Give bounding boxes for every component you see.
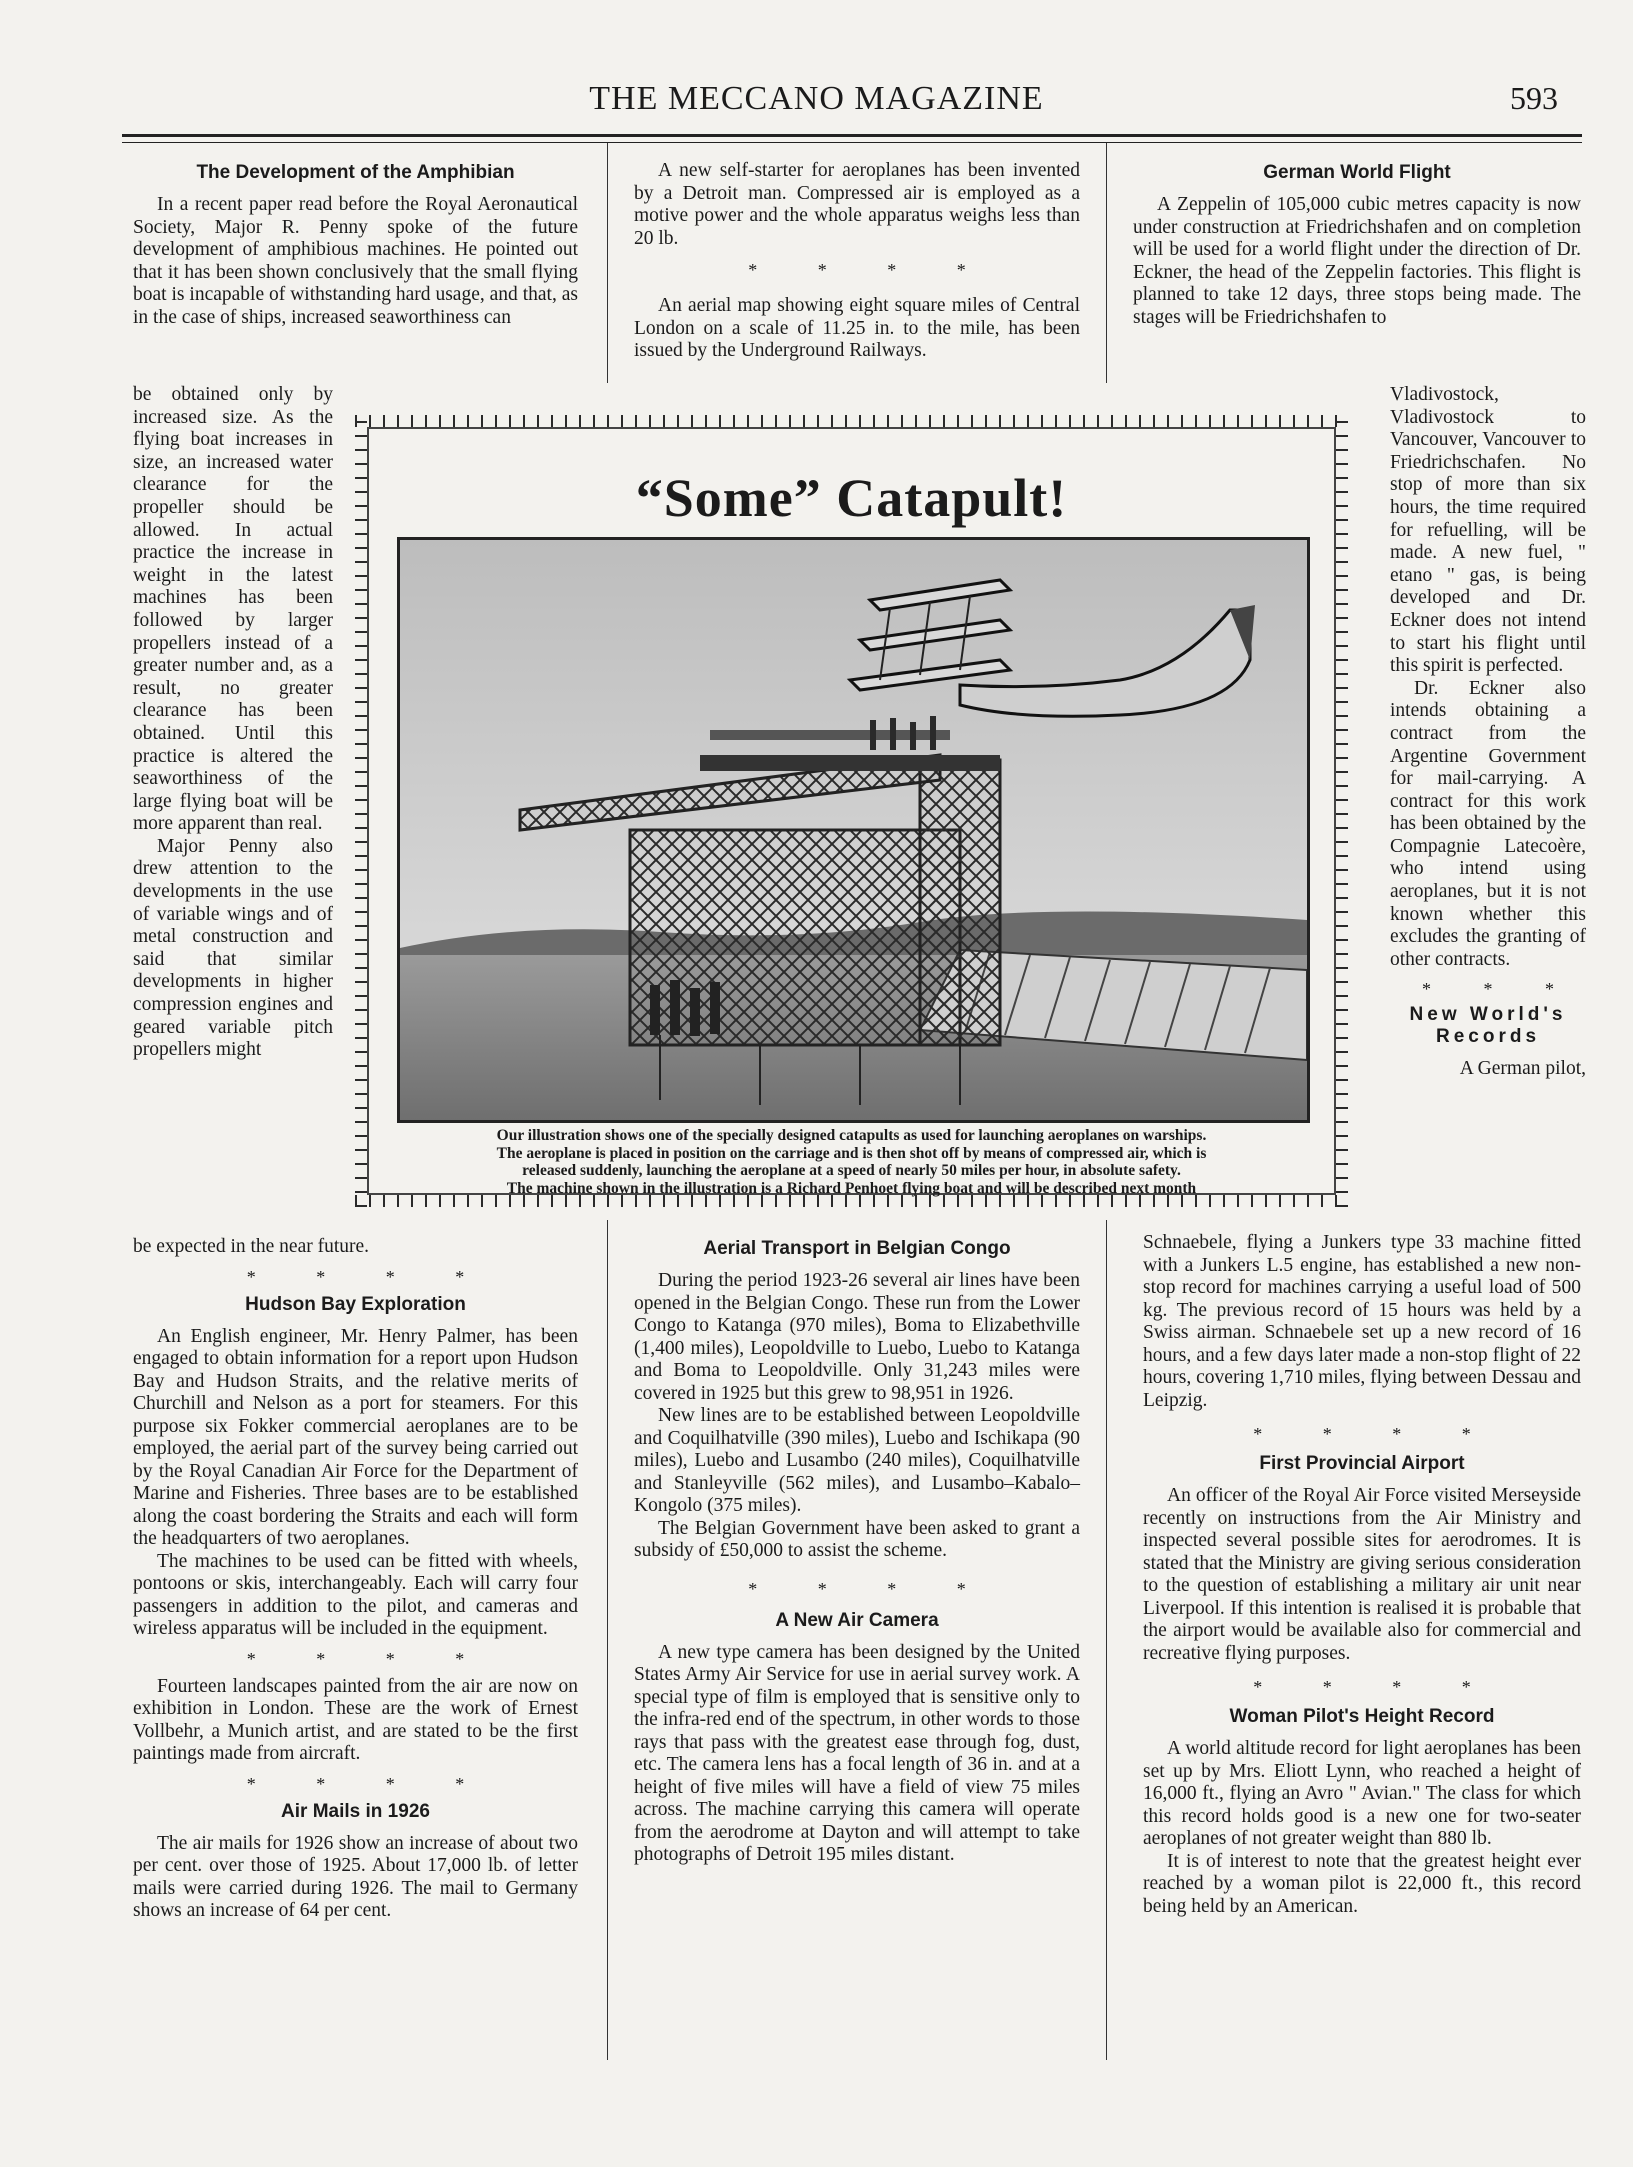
article-paragraph: Schnaebele, flying a Junkers type 33 machine fitted with a Junkers L.5 engine, has established a new non-stop record for machines carrying a useful load of 500 kg. The previous record of 15 hours was held by a Swiss airman. Schnaebele set up a new record of 16 hours, and a few days later made a non-stop flight of 22 hours, covering 1,710 miles, flying between Dessau and Leipzig. [1143,1232,1581,1411]
german-flight-continuation [1390,384,1586,1081]
catapult-photo-illustration [400,540,1307,1120]
article-paragraph: A German pilot, [1459,1058,1586,1080]
article-paragraph: Fourteen landscapes painted from the air are now on exhibition in London. These are the work of Ernest Vollbehr, a Munich artist, and are stated to be the first paintings made from aircraft. [133,1675,578,1764]
column-divider [607,1220,608,2060]
feature-title: “Some” Catapult! [635,468,1068,528]
german-flight-article [1133,160,1581,329]
column-divider [1106,1220,1107,2060]
caption-line: Our illustration shows one of the specially designed catapults as used for launching aeroplanes on warships. [496,1127,1207,1144]
section-separator: * * * * [1253,1677,1499,1697]
column-1-lower [133,1236,578,1923]
column-divider [1106,143,1107,383]
article-paragraph: Vladivostock, Vladivostock to Vancouver, Vancouver to Friedrichschafen. No stop of more than six hours, the time required for refuelling, will be made. A new fuel, " etano " gas, is being developed and Dr. Eckner does not intend to start his flight until this spirit is perfected. [1390,384,1586,677]
section-separator: * * * * [246,1266,493,1287]
page-number: 593 [1510,80,1558,116]
article-paragraph: be obtained only by increased size. As the flying boat increases in size, an increased water clearance for the propeller should be allowed. In actual practice the increase in weight in the latest machines has been followed by larger propellers instead of a greater number and, as a result, no greater clearance has been obtained. Until this practice is altered the seaworthiness of the large flying boat will be more apparent than real. [133,384,333,835]
section-separator: * * * [1422,979,1578,1000]
amphibian-article [133,160,578,329]
header-rule [122,134,1582,143]
magazine-title: THE MECCANO MAGAZINE [589,80,1044,117]
amphibian-continuation [133,384,333,1062]
article-paragraph: An English engineer, Mr. Henry Palmer, has been engaged to obtain information for a report upon Hudson Bay and Hudson Straits, and the relative merits of Churchill and Nelson as a port for steamers. For this purpose six Fokker commercial aeroplanes are to be employed, the aerial part of the survey being carried out by the Royal Canadian Air Force for the Department of Marine and Fisheries. Three bases are to be established along the coast bordering the Straits and each will form the headquarters of two aeroplanes. [133,1325,578,1549]
article-paragraph: It is of interest to note that the greatest height ever reached by a woman pilot is 22,000 ft., this record being held by an American. [1143,1850,1581,1917]
section-separator: * * * * [246,1773,493,1794]
article-heading: The Development of the Amphibian [196,162,515,183]
column-2-top [634,160,1080,363]
section-separator: * * * * [748,1578,994,1599]
article-heading: Air Mails in 1926 [281,1800,430,1822]
catapult-feature-box [355,415,1348,1207]
article-heading: Woman Pilot's Height Record [1229,1706,1495,1727]
article-heading: German World Flight [1263,162,1451,183]
article-paragraph: New lines are to be established between Leopoldville and Coquilhatville (390 miles), Luebo and Ischikapa (90 miles), Luebo and Lusambo (240 miles), Coquilhatville and Stanleyville (562 miles), and Lusambo–Kabalo–Kongolo (375 miles). [634,1405,1080,1516]
caption-line: The aeroplane is placed in position on the carriage and is then shot off by means of compressed air, which is [496,1144,1207,1162]
article-paragraph: The air mails for 1926 show an increase of about two per cent. over those of 1925. About 17,000 lb. of letter mails were carried during 1926. The mail to Germany shows an increase of 64 per cent. [133,1832,578,1921]
section-separator: * * * * [1253,1424,1499,1444]
article-paragraph: Major Penny also drew attention to the developments in the use of variable wings and of metal construction and said that similar developments in higher compression engines and geared variable pitch propellers might [133,835,333,1061]
article-paragraph: A new self-starter for aeroplanes has been invented by a Detroit man. Compressed air is employed as a motive power and the whole apparatus weighs less than 20 lb. [634,160,1080,249]
article-paragraph: A Zeppelin of 105,000 cubic metres capacity is now under construction at Friedrichshafen and on completion will be used for a world flight under the direction of Dr. Eckner, the head of the Zeppelin factories. This flight is planned to take 12 days, three stops being made. The stages will be Friedrichshafen to [1133,194,1581,328]
article-paragraph: be expected in the near future. [133,1236,370,1257]
article-paragraph: During the period 1923-26 several air lines have been opened in the Belgian Congo. These run from the Lower Congo to Katanga (970 miles), Boma to Elizabethville (1,400 miles), Leopoldville to Luebo, Luebo to Katanga and Boma to Leopoldville. Only 31,243 miles were covered in 1925 but this grew to 98,951 in 1926. [634,1270,1080,1404]
article-heading: Aerial Transport in Belgian Congo [703,1238,1011,1259]
article-heading: A New Air Camera [775,1609,939,1631]
column-2-lower [634,1236,1080,1867]
article-paragraph: The machines to be used can be fitted with wheels, pontoons or skis, interchangeably. Each will carry four passengers in addition to the pilot, and cameras and wireless apparatus will be included in the equipment. [133,1550,578,1639]
column-divider [607,143,608,383]
article-heading: First Provincial Airport [1259,1453,1465,1474]
article-paragraph: A new type camera has been designed by the United States Army Air Service for use in aerial survey work. A special type of film is employed that is sensitive only to the infra-red end of the spectrum, in other words to those rays that pass with the greatest ease through fog, dust, etc. The camera lens has a focal length of 36 in. and at a height of five miles will have a field of view 75 miles across. The machine carrying this camera will operate from the aerodrome at Dayton and will attempt to take photographs of Detroit 195 miles distant. [634,1641,1080,1865]
article-paragraph: An aerial map showing eight square miles of Central London on a scale of 11.25 in. to the mile, has been issued by the Underground Railways. [634,295,1080,361]
article-heading: New World's Records [1409,1004,1567,1048]
article-heading: Hudson Bay Exploration [245,1293,466,1315]
photo-caption [387,1127,1316,1197]
article-paragraph: In a recent paper read before the Royal Aeronautical Society, Major R. Penny spoke of the future development of amphibious machines. He pointed out that it has been shown conclusively that the small flying boat is incapable of withstanding hard usage, and that, as in the case of ships, increased seaworthiness can [133,194,578,328]
caption-line: released suddenly, launching the aeroplane at a speed of nearly 50 miles per hour, in absolute safety. [522,1162,1181,1179]
article-paragraph: A world altitude record for light aeroplanes has been set up by Mrs. Eliott Lynn, who reached a height of 16,000 ft., flying an Avro " Avian." The class for which this record holds good is a new one for two-seater aeroplanes of not greater weight than 880 lb. [1143,1738,1581,1849]
article-paragraph: An officer of the Royal Air Force visited Merseyside recently on instructions from the Air Ministry and inspected several possible sites for aerodromes. It is stated that the Ministry are giving serious consideration to the question of establishing a military air unit near Liverpool. If this intention is realised it is probable that the airport would be available also for commercial and recreative flying purposes. [1143,1485,1581,1664]
caption-line: The machine shown in the illustration is a Richard Penhoet flying boat and will be described next month [506,1179,1197,1197]
section-separator: * * * * [246,1648,493,1669]
article-paragraph: Dr. Eckner also intends obtaining a contract from the Argentine Government for mail-carrying. A contract for this work has been obtained by the Compagnie Latecoère, who intend using aeroplanes, but it is not known whether this excludes the granting of other contracts. [1390,677,1586,970]
column-3-lower [1143,1232,1581,1918]
article-paragraph: The Belgian Government have been asked to grant a subsidy of £50,000 to assist the scheme. [634,1517,1080,1561]
catapult-photograph [397,537,1310,1123]
section-separator: * * * * [748,260,994,280]
